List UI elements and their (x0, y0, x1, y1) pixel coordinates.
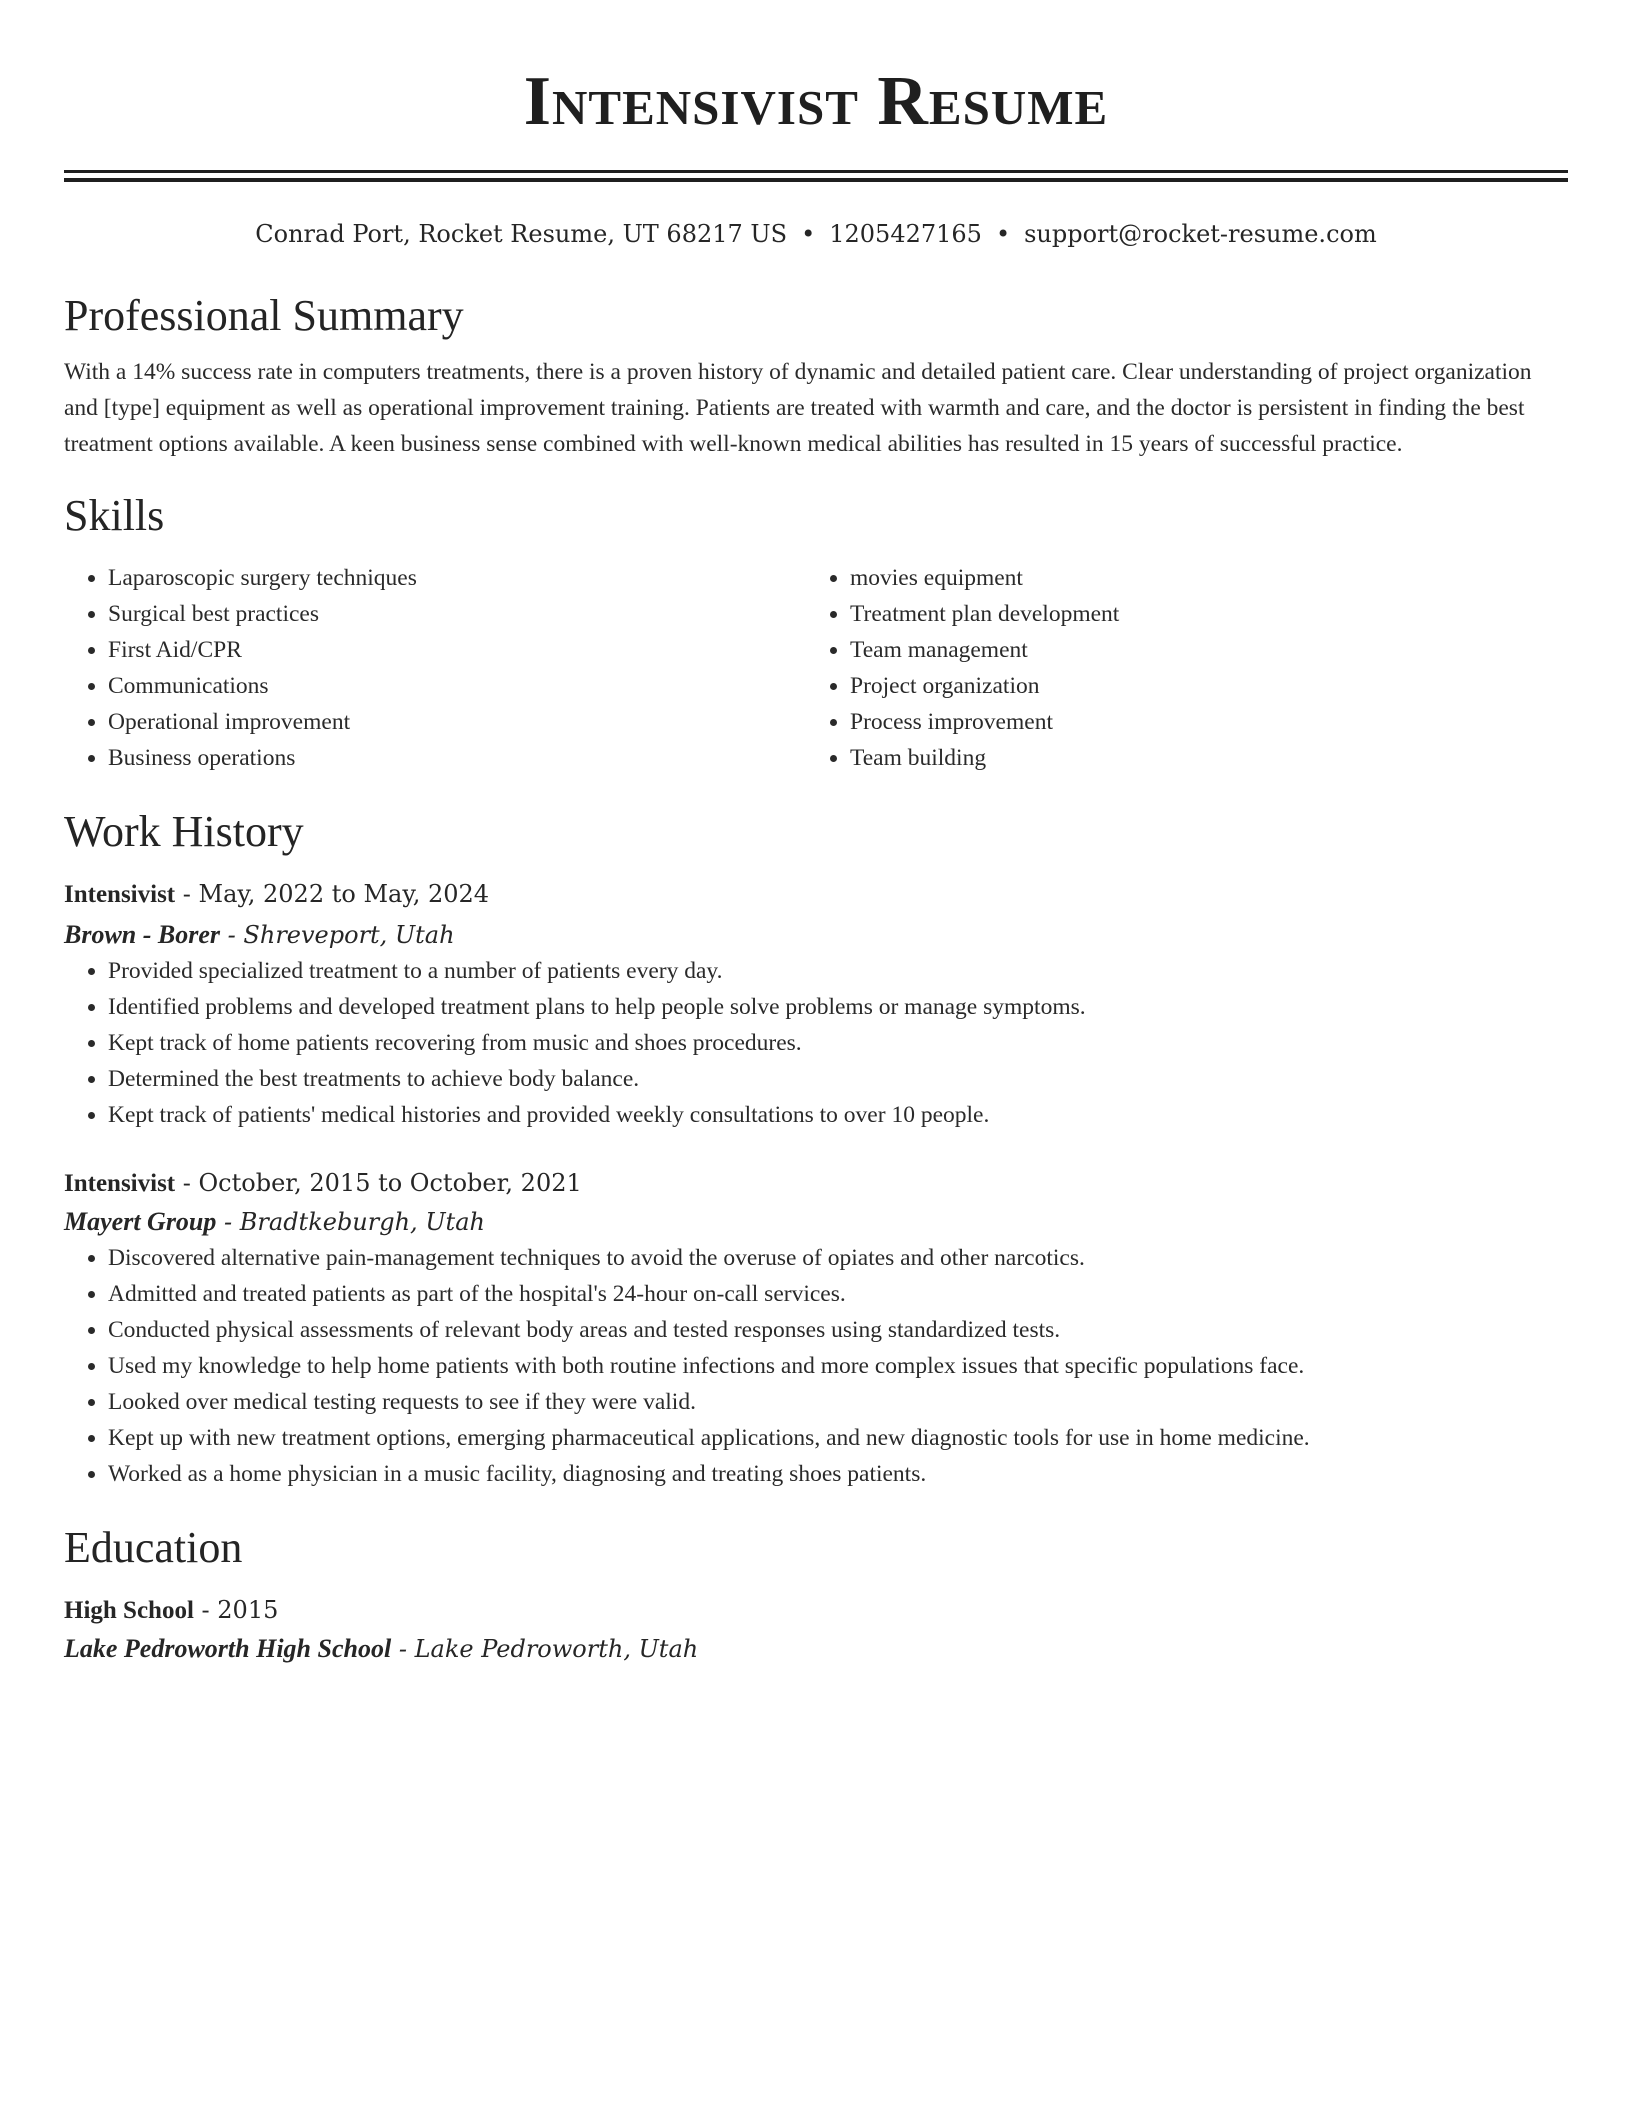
skills-list-right (806, 560, 1548, 776)
section-heading-summary: Professional Summary (64, 291, 464, 340)
employer-line (64, 917, 1568, 953)
skills-section (64, 490, 1568, 776)
professional-summary-section (64, 290, 1568, 462)
job-duty: • Identified problems and developed treatment plans to help people solve problems or manage symptoms. (108, 989, 1568, 1025)
skill-item: • Operational improvement (108, 704, 806, 740)
job-title-line (64, 876, 1568, 913)
job-dates: - October, 2015 to October, 2021 (175, 1169, 582, 1197)
work-history-section (64, 806, 1568, 1492)
skill-item: • Process improvement (850, 704, 1548, 740)
job-duty: • Worked as a home physician in a music facility, diagnosing and treating shoes patients. (108, 1456, 1568, 1492)
school-location: - Lake Pedroworth, Utah (391, 1635, 699, 1663)
school-name: Lake Pedroworth High School (64, 1634, 392, 1663)
skill-item: • movies equipment (850, 560, 1548, 596)
job-title: Intensivist (64, 1170, 176, 1197)
employer-name: Brown - Borer (64, 920, 221, 949)
contact-separator: • (801, 220, 816, 248)
degree-name: High School (64, 1597, 194, 1624)
contact-line (64, 218, 1568, 250)
title-divider-bottom (64, 178, 1568, 182)
employer-location: - Shreveport, Utah (220, 921, 455, 949)
contact-address: Conrad Port, Rocket Resume, UT 68217 US (255, 220, 788, 248)
employer-name: Mayert Group (64, 1207, 217, 1236)
skill-item: • Communications (108, 668, 806, 704)
section-heading-education: Education (64, 1523, 243, 1572)
skill-item: • Business operations (108, 740, 806, 776)
job-duty: • Provided specialized treatment to a number of patients every day. (108, 953, 1568, 989)
degree-line (64, 1592, 1568, 1629)
skill-item: • Surgical best practices (108, 596, 806, 632)
job-duties-list (64, 1240, 1568, 1492)
job-title-line (64, 1165, 1568, 1202)
employer-line (64, 1204, 1568, 1240)
graduation-year: - 2015 (193, 1596, 279, 1624)
contact-phone: 1205427165 (829, 220, 982, 248)
job-duty: • Conducted physical assessments of relevant body areas and tested responses using standardized tests. (108, 1312, 1568, 1348)
job-duty: • Determined the best treatments to achieve body balance. (108, 1061, 1568, 1097)
contact-separator: • (995, 220, 1011, 248)
job-duty: • Used my knowledge to help home patients with both routine infections and more complex issues that specific populations face. (108, 1348, 1568, 1384)
section-heading-work-history: Work History (64, 807, 304, 856)
employer-location: - Bradtkeburgh, Utah (216, 1208, 485, 1236)
skill-item: • First Aid/CPR (108, 632, 806, 668)
school-line (64, 1631, 1568, 1667)
title-divider-top (64, 170, 1568, 173)
job-duty: • Kept track of home patients recovering from music and shoes procedures. (108, 1025, 1568, 1061)
skill-item: • Project organization (850, 668, 1548, 704)
job-duty: • Kept up with new treatment options, emerging pharmaceutical applications, and new diagnostic tools for use in home medicine. (108, 1420, 1568, 1456)
job-duties-list (64, 953, 1568, 1133)
job-duty: • Looked over medical testing requests to see if they were valid. (108, 1384, 1568, 1420)
summary-paragraph: With a 14% success rate in computers treatments, there is a proven history of dynamic and detailed patient care. Clear understanding of project organization and [type] equipment as well as operational improvement training. Patients are treated with warmth and care, and the doctor is persistent in finding the best treatment options available. A keen business sense combined with well-known medical abilities has resulted in 15 years of successful practice. (64, 359, 1532, 457)
skills-list-left (64, 560, 806, 776)
job-duty: • Discovered alternative pain-management techniques to avoid the overuse of opiates and other narcotics. (108, 1240, 1568, 1276)
skill-item: • Laparoscopic surgery techniques (108, 560, 806, 596)
skill-item: • Team building (850, 740, 1548, 776)
job-title: Intensivist (64, 881, 176, 908)
job-dates: - May, 2022 to May, 2024 (175, 880, 490, 908)
skill-item: • Treatment plan development (850, 596, 1548, 632)
job-duty: • Admitted and treated patients as part of the hospital's 24-hour on-call services. (108, 1276, 1568, 1312)
section-heading-skills: Skills (64, 491, 165, 540)
skills-columns (64, 560, 1568, 776)
job-duty: • Kept track of patients' medical histories and provided weekly consultations to over 10 people. (108, 1097, 1568, 1133)
education-section (64, 1522, 1568, 1667)
skill-item: • Team management (850, 632, 1548, 668)
resume-title: Intensivist Resume (523, 63, 1109, 140)
contact-email: support@rocket-resume.com (1024, 220, 1377, 248)
